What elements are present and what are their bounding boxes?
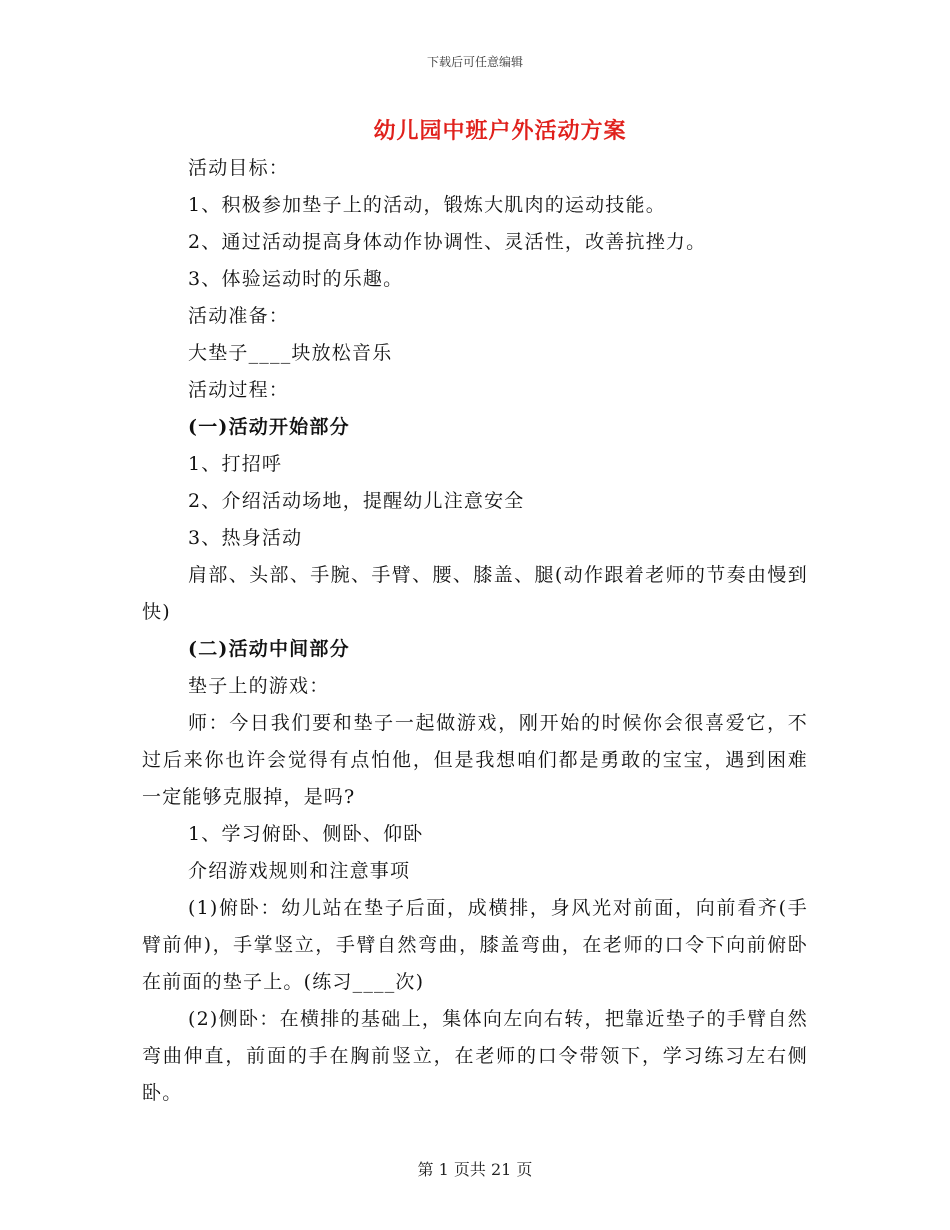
document-title: 幼儿园中班户外活动方案 xyxy=(373,118,627,144)
header-note: 下载后可任意编辑 xyxy=(426,55,523,69)
paragraph: (1)俯卧：幼儿站在垫子后面，成横排，身风光对前面，向前看齐(手臂前伸)，手掌竖立，手臂自然弯曲，膝盖弯曲，在老师的口令下向前俯卧在前面的垫子上。(练习____次) xyxy=(142,897,808,993)
paragraph: 1、学习俯卧、侧卧、仰卧 xyxy=(188,823,424,845)
document-body xyxy=(142,150,808,1112)
section-heading: (二)活动中间部分 xyxy=(188,638,350,660)
paragraph: 2、通过活动提高身体动作协调性、灵活性，改善抗挫力。 xyxy=(188,231,707,253)
paragraph: 1、积极参加垫子上的活动，锻炼大肌肉的运动技能。 xyxy=(188,194,666,216)
paragraph: 师：今日我们要和垫子一起做游戏，刚开始的时候你会很喜爱它，不过后来你也许会觉得有点怕他，但是我想咱们都是勇敢的宝宝，遇到困难一定能够克服掉，是吗? xyxy=(142,712,808,808)
paragraph: 3、热身活动 xyxy=(188,527,303,549)
paragraph: 3、体验运动时的乐趣。 xyxy=(188,268,404,290)
paragraph: 介绍游戏规则和注意事项 xyxy=(188,860,411,882)
paragraph: 活动目标： xyxy=(188,157,290,179)
paragraph: 活动过程： xyxy=(188,379,290,401)
paragraph: 垫子上的游戏： xyxy=(188,675,330,697)
section-heading: (一)活动开始部分 xyxy=(188,416,350,438)
page-footer: 第 1 页共 21 页 xyxy=(417,1160,533,1179)
paragraph: 大垫子____块放松音乐 xyxy=(188,342,393,364)
paragraph: 1、打招呼 xyxy=(188,453,283,475)
paragraph: 活动准备： xyxy=(188,305,290,327)
paragraph: (2)侧卧：在横排的基础上，集体向左向右转，把靠近垫子的手臂自然弯曲伸直，前面的手在胸前竖立，在老师的口令带领下，学习练习左右侧卧。 xyxy=(142,1008,808,1104)
paragraph: 2、介绍活动场地，提醒幼儿注意安全 xyxy=(188,490,525,512)
paragraph: 肩部、头部、手腕、手臂、腰、膝盖、腿(动作跟着老师的节奏由慢到快) xyxy=(142,564,808,623)
